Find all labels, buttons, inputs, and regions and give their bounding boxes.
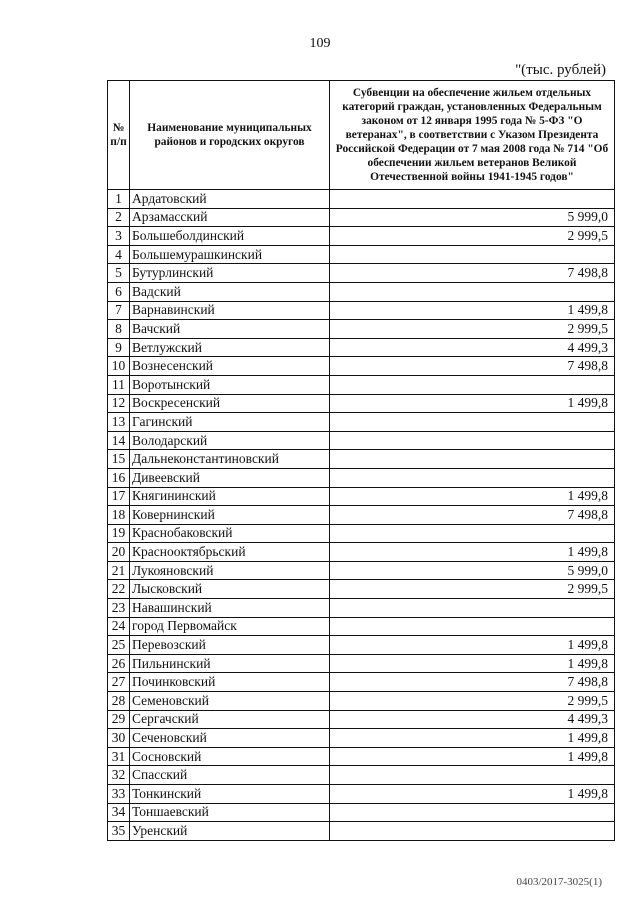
subsidy-value: 5 999,0: [330, 208, 615, 227]
row-number: 15: [108, 450, 130, 469]
row-number: 31: [108, 747, 130, 766]
row-number: 30: [108, 729, 130, 748]
table-row: [108, 245, 615, 264]
municipality-name: Воротынский: [130, 375, 330, 394]
row-number: 10: [108, 357, 130, 376]
table-row: [108, 803, 615, 822]
municipality-name: Большемурашкинский: [130, 245, 330, 264]
row-number: 29: [108, 710, 130, 729]
row-number: 23: [108, 599, 130, 618]
subsidy-table: [107, 80, 615, 841]
subsidy-value: 2 999,5: [330, 580, 615, 599]
municipality-name: Починковский: [130, 673, 330, 692]
subsidy-value: 1 499,8: [330, 487, 615, 506]
table-row: [108, 227, 615, 246]
row-number: 6: [108, 282, 130, 301]
table-row: [108, 636, 615, 655]
table-row: [108, 617, 615, 636]
municipality-name: Вознесенский: [130, 357, 330, 376]
table-row: [108, 785, 615, 804]
subsidy-value: 4 499,3: [330, 710, 615, 729]
table-row: [108, 190, 615, 209]
municipality-name: Краснобаковский: [130, 524, 330, 543]
table-row: [108, 487, 615, 506]
table-row: [108, 282, 615, 301]
row-number: 14: [108, 431, 130, 450]
municipality-name: Бутурлинский: [130, 264, 330, 283]
municipality-name: Ковернинский: [130, 506, 330, 525]
subsidy-value: 1 499,8: [330, 785, 615, 804]
table-row: [108, 692, 615, 711]
subsidy-value: [330, 617, 615, 636]
municipality-name: Спасский: [130, 766, 330, 785]
municipality-name: Варнавинский: [130, 301, 330, 320]
table-row: [108, 766, 615, 785]
subsidy-value: [330, 468, 615, 487]
page-number: 109: [309, 36, 331, 51]
header-name: Наименование муниципальных районов и городских округов: [130, 81, 330, 190]
subsidy-value: [330, 282, 615, 301]
table-row: [108, 338, 615, 357]
municipality-name: Вачский: [130, 320, 330, 339]
row-number: 33: [108, 785, 130, 804]
subsidy-value: [330, 599, 615, 618]
header-num: № п/п: [108, 81, 130, 190]
table-row: [108, 468, 615, 487]
subsidy-value: [330, 431, 615, 450]
row-number: 32: [108, 766, 130, 785]
municipality-name: Володарский: [130, 431, 330, 450]
table-row: [108, 431, 615, 450]
table-body: [108, 190, 615, 841]
table-row: [108, 524, 615, 543]
table-row: [108, 729, 615, 748]
subsidy-value: 7 498,8: [330, 673, 615, 692]
municipality-name: Лысковский: [130, 580, 330, 599]
subsidy-value: [330, 190, 615, 209]
municipality-name: город Первомайск: [130, 617, 330, 636]
municipality-name: Семеновский: [130, 692, 330, 711]
row-number: 26: [108, 654, 130, 673]
subsidy-value: [330, 803, 615, 822]
municipality-name: Лукояновский: [130, 561, 330, 580]
table-row: [108, 673, 615, 692]
municipality-name: Княгининский: [130, 487, 330, 506]
municipality-name: Тоншаевский: [130, 803, 330, 822]
municipality-name: Ардатовский: [130, 190, 330, 209]
row-number: 9: [108, 338, 130, 357]
subsidy-value: 1 499,8: [330, 729, 615, 748]
subsidy-value: 1 499,8: [330, 747, 615, 766]
table-row: [108, 747, 615, 766]
row-number: 12: [108, 394, 130, 413]
row-number: 24: [108, 617, 130, 636]
municipality-name: Арзамасский: [130, 208, 330, 227]
row-number: 13: [108, 413, 130, 432]
municipality-name: Перевозский: [130, 636, 330, 655]
municipality-name: Воскресенский: [130, 394, 330, 413]
subsidy-value: 5 999,0: [330, 561, 615, 580]
subsidy-value: [330, 766, 615, 785]
table-row: [108, 543, 615, 562]
subsidy-value: 1 499,8: [330, 654, 615, 673]
subsidy-value: [330, 822, 615, 841]
row-number: 22: [108, 580, 130, 599]
table-row: [108, 654, 615, 673]
subsidy-value: [330, 524, 615, 543]
row-number: 21: [108, 561, 130, 580]
row-number: 20: [108, 543, 130, 562]
table-row: [108, 301, 615, 320]
table-row: [108, 413, 615, 432]
row-number: 7: [108, 301, 130, 320]
row-number: 4: [108, 245, 130, 264]
header-value: Субвенции на обеспечение жильем отдельных категорий граждан, установленных Федеральным законом от 12 января 1995 года № 5-ФЗ "О ветеранах", в соответствии с Указом Президента Российской Федерации от 7 мая 2008 года № 714 "Об обеспечении жильем ветеранов Великой Отечественной войны 1941-1945 годов": [330, 81, 615, 190]
table-row: [108, 506, 615, 525]
subsidy-value: 1 499,8: [330, 394, 615, 413]
row-number: 5: [108, 264, 130, 283]
municipality-name: Сеченовский: [130, 729, 330, 748]
row-number: 34: [108, 803, 130, 822]
table-row: [108, 580, 615, 599]
row-number: 17: [108, 487, 130, 506]
municipality-name: Навашинский: [130, 599, 330, 618]
subsidy-value: [330, 375, 615, 394]
municipality-name: Гагинский: [130, 413, 330, 432]
table-row: [108, 599, 615, 618]
subsidy-value: 1 499,8: [330, 301, 615, 320]
municipality-name: Уренский: [130, 822, 330, 841]
subsidy-value: 2 999,5: [330, 320, 615, 339]
row-number: 18: [108, 506, 130, 525]
table-row: [108, 264, 615, 283]
row-number: 2: [108, 208, 130, 227]
subsidy-value: [330, 450, 615, 469]
table-row: [108, 710, 615, 729]
table-row: [108, 357, 615, 376]
subsidy-value: 2 999,5: [330, 227, 615, 246]
municipality-name: Дивеевский: [130, 468, 330, 487]
table-row: [108, 208, 615, 227]
row-number: 1: [108, 190, 130, 209]
subsidy-value: 1 499,8: [330, 543, 615, 562]
units-label: "(тыс. рублей): [515, 62, 606, 78]
subsidy-value: 7 498,8: [330, 506, 615, 525]
subsidy-value: [330, 245, 615, 264]
table-header: [108, 81, 615, 190]
row-number: 27: [108, 673, 130, 692]
municipality-name: Вадский: [130, 282, 330, 301]
table-row: [108, 561, 615, 580]
subsidy-value: 7 498,8: [330, 264, 615, 283]
subsidy-value: 7 498,8: [330, 357, 615, 376]
subsidy-value: 2 999,5: [330, 692, 615, 711]
row-number: 28: [108, 692, 130, 711]
municipality-name: Дальнеконстантиновский: [130, 450, 330, 469]
municipality-name: Тонкинский: [130, 785, 330, 804]
municipality-name: Ветлужский: [130, 338, 330, 357]
table-row: [108, 450, 615, 469]
row-number: 16: [108, 468, 130, 487]
subsidy-value: [330, 413, 615, 432]
municipality-name: Сосновский: [130, 747, 330, 766]
row-number: 3: [108, 227, 130, 246]
table-row: [108, 375, 615, 394]
row-number: 25: [108, 636, 130, 655]
row-number: 19: [108, 524, 130, 543]
municipality-name: Краснооктябрьский: [130, 543, 330, 562]
municipality-name: Большеболдинский: [130, 227, 330, 246]
row-number: 35: [108, 822, 130, 841]
subsidy-value: 1 499,8: [330, 636, 615, 655]
table-row: [108, 394, 615, 413]
municipality-name: Сергачский: [130, 710, 330, 729]
footer-code: 0403/2017-3025(1): [516, 876, 602, 888]
subsidy-value: 4 499,3: [330, 338, 615, 357]
table-row: [108, 320, 615, 339]
row-number: 8: [108, 320, 130, 339]
row-number: 11: [108, 375, 130, 394]
table-row: [108, 822, 615, 841]
municipality-name: Пильнинский: [130, 654, 330, 673]
